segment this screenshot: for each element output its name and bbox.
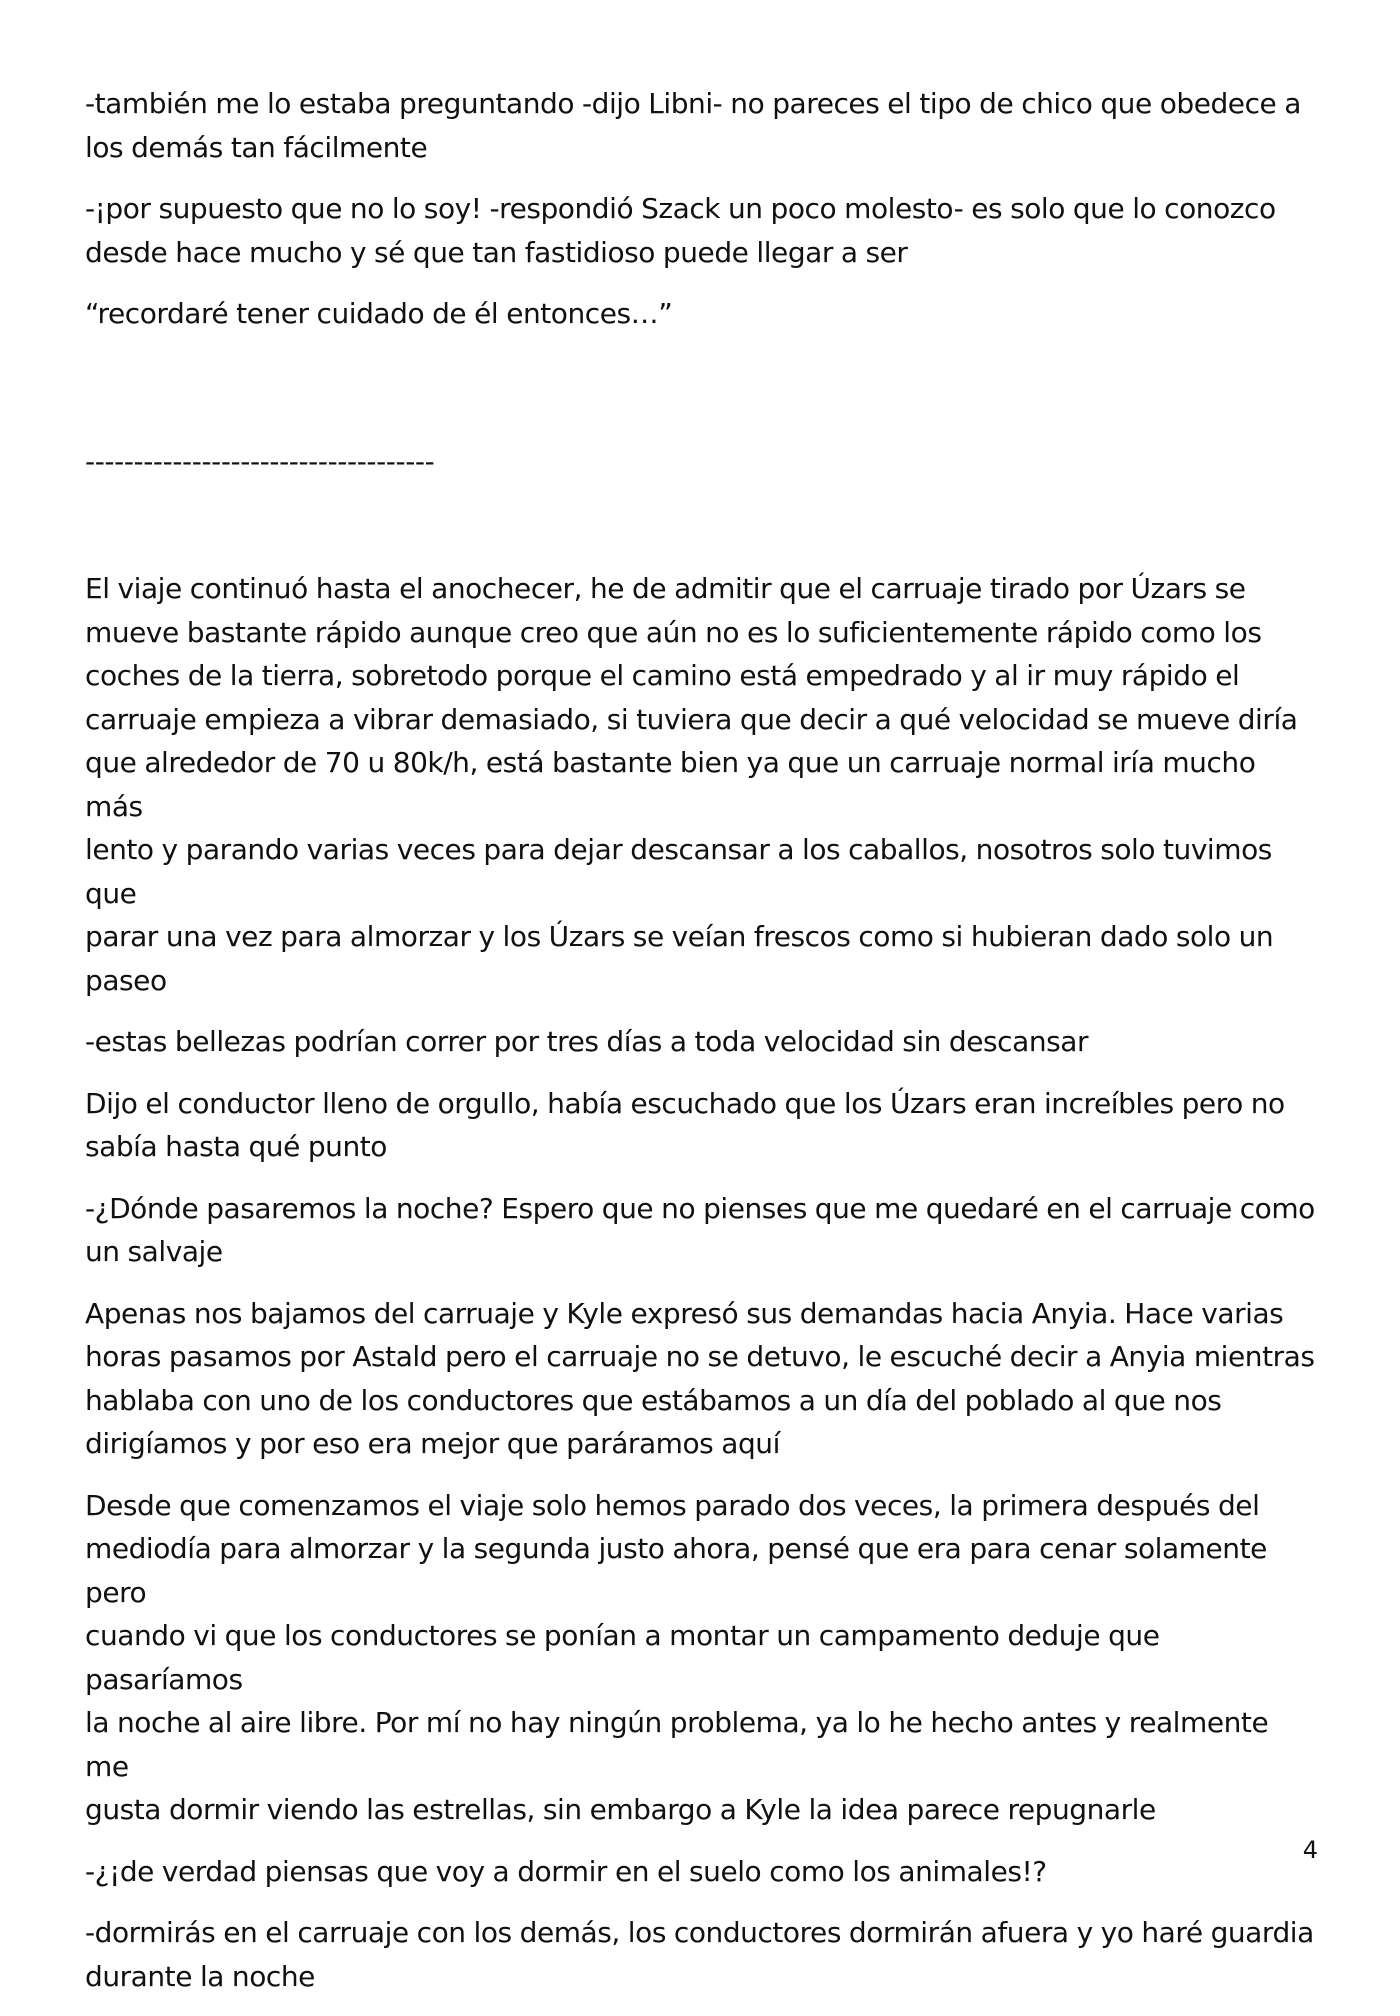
paragraph: “recordaré tener cuidado de él entonces…”	[85, 297, 673, 330]
paragraph: Dijo el conductor lleno de orgullo, había escuchado que los Úzars eran increíbles pero no sabía hasta qué punto	[85, 1086, 1285, 1163]
blank-space	[85, 354, 1317, 440]
paragraph: El viaje continuó hasta el anochecer, he de admitir que el carruaje tirado por Úzars se mueve bastante rápido aunque creo que aún no es lo suficientemente rápido como los coches de la tierra, sobretodo porque el camino está empedrado y al ir muy rápido el carruaje empieza a vibrar demasiado, si tuviera que decir a qué velocidad se mueve diría que alrededor de 70 u 80k/h, está bastante bien ya que un carruaje normal iría mucho más lento y parando varias veces para dejar descansar a los caballos, nosotros solo tuvimos que parar una vez para almorzar y los Úzars se veían frescos como si hubieran dado solo un paseo	[85, 572, 1298, 997]
paragraph: Desde que comenzamos el viaje solo hemos parado dos veces, la primera después del mediodía para almorzar y la segunda justo ahora, pensé que era para cenar solamente pero cuando vi que los conductores se ponían a montar un campamento deduje que pasaríamos la noche al aire libre. Por mí no hay ningún problema, ya lo he hecho antes y realmente me gusta dormir viendo las estrellas, sin embargo a Kyle la idea parece repugnarle	[85, 1488, 1269, 1826]
paragraph: -también me lo estaba preguntando -dijo Libni- no pareces el tipo de chico que obedece a los demás tan fácilmente	[85, 87, 1301, 164]
section-separator: ------------------------------------	[85, 444, 435, 478]
paragraph: -¡por supuesto que no lo soy! -respondió Szack un poco molesto- es solo que lo conozco desde hace mucho y sé que tan fastidioso puede llegar a ser	[85, 192, 1276, 269]
paragraph: Apenas nos bajamos del carruaje y Kyle expresó sus demandas hacia Anyia. Hace varias horas pasamos por Astald pero el carruaje no se detuvo, le escuché decir a Anyia mientras hablaba con uno de los conductores que estábamos a un día del poblado al que nos dirigíamos y por eso era mejor que paráramos aquí	[85, 1296, 1315, 1460]
paragraph: -¿¡de verdad piensas que voy a dormir en el suelo como los animales!?	[85, 1854, 1047, 1888]
page-number: 4	[1302, 1836, 1318, 1864]
paragraph: -¿Dónde pasaremos la noche? Espero que no pienses que me quedaré en el carruaje como un salvaje	[85, 1191, 1315, 1268]
paragraph: -dormirás en el carruaje con los demás, los conductores dormirán afuera y yo haré guardia durante la noche	[85, 1916, 1314, 1993]
blank-space	[85, 483, 1317, 567]
document-body	[85, 82, 1317, 2016]
paragraph: -estas bellezas podrían correr por tres días a toda velocidad sin descansar	[85, 1025, 1089, 1058]
